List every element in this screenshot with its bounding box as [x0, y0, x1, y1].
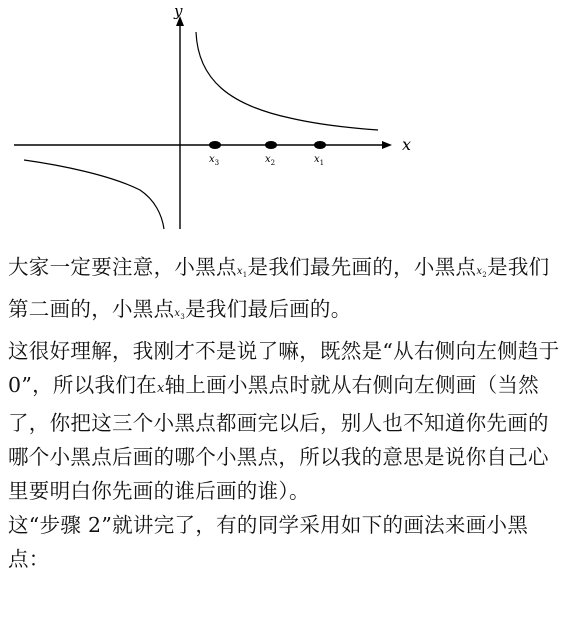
x-axis-arrow-icon — [382, 141, 392, 149]
hyperbola-figure — [0, 0, 585, 232]
paragraph-1: 大家一定要注意，小黑点$x_1$是我们最先画的，小黑点$x_2$是我们第二画的，小黑点$x_3$是我们最后画的。 — [8, 255, 550, 321]
var-x2: $x_2$ — [476, 266, 488, 279]
y-axis-label: y — [174, 2, 183, 20]
var-x1: $x_1$ — [236, 266, 248, 279]
x-axis-label: x — [402, 135, 412, 154]
point-label-x3: $x_3$ — [209, 154, 220, 167]
curve-upper-right — [196, 32, 378, 130]
var-x3: $x_3$ — [174, 308, 186, 321]
point-x1 — [314, 141, 326, 149]
point-label-x2: $x_2$ — [265, 154, 276, 167]
point-x2 — [265, 141, 277, 149]
point-label-x1: $x_1$ — [314, 154, 325, 167]
body-text — [8, 250, 568, 576]
paragraph-2: 这很好理解，我刚才不是说了嘛，既然是“从右侧向左侧趋于 0”，所以我们在x轴上画小黑点时就从右侧向左侧画（当然了，你把这三个小黑点都画完以后，别人也不知道你先画的哪个小黑点后画的哪个小黑点，所以我的意思是说你自己心里要明白你先画的谁后画的谁）。 — [8, 339, 560, 503]
curve-lower-left — [24, 160, 164, 229]
paragraph-3: 这“步骤 2”就讲完了，有的同学采用如下的画法来画小黑点： — [8, 513, 529, 571]
point-x3 — [209, 141, 221, 149]
var-x: x — [156, 381, 165, 396]
